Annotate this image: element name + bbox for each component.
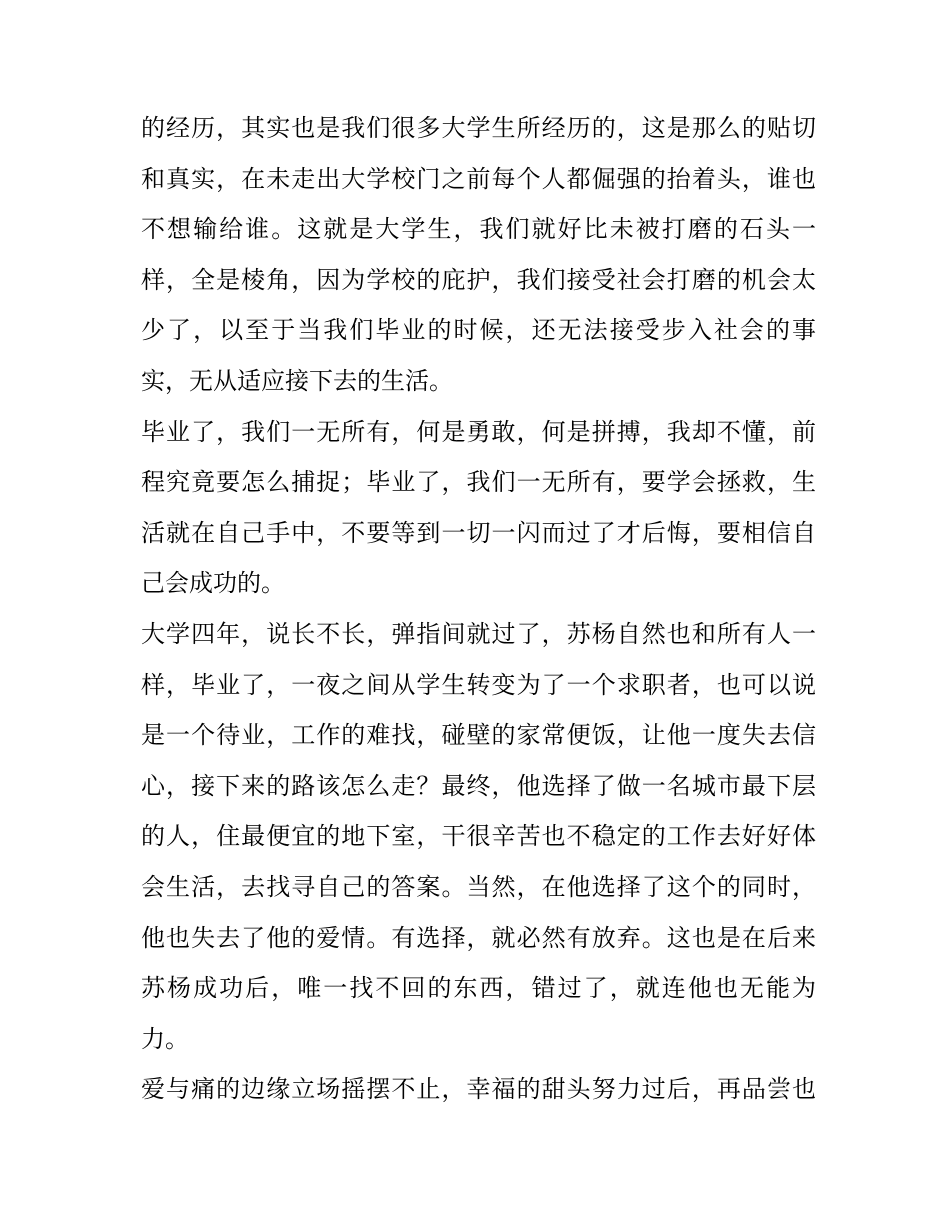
text-line: 己会成功的。: [141, 569, 285, 598]
text-line: 实，无从适应接下去的生活。: [141, 366, 453, 395]
paragraph-2: [141, 407, 816, 609]
text-line: 样，全是棱角，因为学校的庇护，我们接受社会打磨的机会太: [141, 265, 816, 294]
paragraph-4: [141, 1064, 816, 1115]
text-line: 样，毕业了，一夜之间从学生转变为了一个求职者，也可以说: [141, 670, 816, 699]
text-line: 不想输给谁。这就是大学生，我们就好比未被打磨的石头一: [141, 215, 816, 244]
text-line: 爱与痛的边缘立场摇摆不止，幸福的甜头努力过后，再品尝也: [141, 1075, 816, 1104]
text-line: 程究竟要怎么捕捉；毕业了，我们一无所有，要学会拯救，生: [141, 468, 816, 497]
text-line: 大学四年，说长不长，弹指间就过了，苏杨自然也和所有人一: [141, 619, 816, 648]
paragraph-3: [141, 609, 816, 1064]
text-line: 力。: [141, 1024, 189, 1053]
text-line: 和真实，在未走出大学校门之前每个人都倔强的抬着头，谁也: [141, 164, 816, 193]
text-line: 活就在自己手中，不要等到一切一闪而过了才后悔，要相信自: [141, 518, 816, 547]
text-line: 的人，住最便宜的地下室，干很辛苦也不稳定的工作去好好体: [141, 822, 816, 851]
text-line: 少了，以至于当我们毕业的时候，还无法接受步入社会的事: [141, 316, 816, 345]
text-line: 会生活，去找寻自己的答案。当然，在他选择了这个的同时，: [141, 872, 816, 901]
text-line: 他也失去了他的爱情。有选择，就必然有放弃。这也是在后来: [141, 923, 816, 952]
body-text: [141, 103, 816, 1115]
text-line: 的经历，其实也是我们很多大学生所经历的，这是那么的贴切: [141, 114, 816, 142]
text-line: 是一个待业，工作的难找，碰壁的家常便饭，让他一度失去信: [141, 721, 816, 750]
paragraph-1: [141, 103, 816, 407]
text-line: 苏杨成功后，唯一找不回的东西，错过了，就连他也无能为: [141, 974, 816, 1003]
text-line: 心，接下来的路该怎么走？最终，他选择了做一名城市最下层: [141, 771, 816, 800]
text-line: 毕业了，我们一无所有，何是勇敢，何是拼搏，我却不懂，前: [141, 417, 816, 446]
